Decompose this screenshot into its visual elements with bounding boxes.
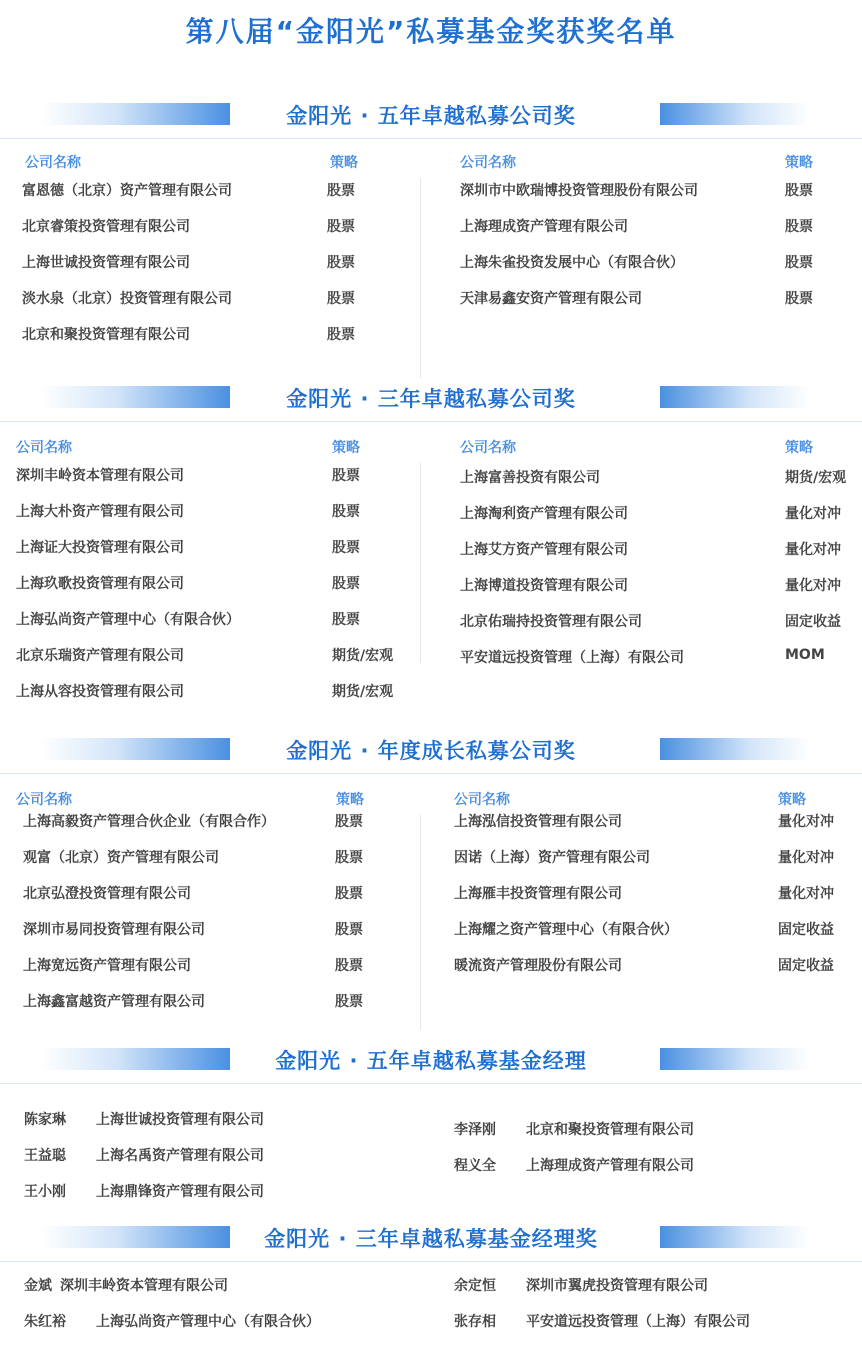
company-name: 上海宽远资产管理有限公司 (23, 958, 191, 974)
section-title: 金阳光 · 三年卓越私募基金经理奖 (264, 1227, 598, 1251)
col-header-name: 公司名称 (460, 155, 516, 171)
company-section-0 (0, 100, 862, 343)
strategy: 期货/宏观 (785, 470, 847, 486)
strategy: 股票 (332, 612, 360, 628)
manager-name: 朱红裕 (24, 1314, 66, 1330)
manager-company: 上海世诚投资管理有限公司 (96, 1112, 264, 1128)
section-header (0, 383, 862, 417)
strategy: 量化对冲 (778, 886, 834, 902)
company-name: 因诺（上海）资产管理有限公司 (454, 850, 650, 866)
section-divider (0, 773, 862, 774)
section-title: 金阳光 · 年度成长私募公司奖 (286, 739, 576, 763)
section-divider (0, 138, 862, 139)
section-divider (0, 1261, 862, 1262)
col-header-strategy: 策略 (778, 792, 806, 808)
strategy: 期货/宏观 (332, 684, 394, 700)
company-section-2 (0, 735, 862, 1010)
section-divider (0, 1083, 862, 1084)
strategy: 股票 (327, 219, 355, 235)
manager-name: 程义全 (454, 1158, 496, 1174)
strategy: 股票 (332, 504, 360, 520)
column-divider (420, 178, 421, 378)
strategy: 量化对冲 (785, 542, 841, 558)
company-name: 富恩德（北京）资产管理有限公司 (22, 183, 232, 199)
manager-company: 深圳丰岭资本管理有限公司 (60, 1278, 228, 1294)
company-name: 上海高毅资产管理合伙企业（有限合作） (23, 814, 275, 830)
section-title: 金阳光 · 五年卓越私募基金经理 (275, 1049, 587, 1073)
manager-name: 王益聪 (24, 1148, 66, 1164)
company-name: 上海耀之资产管理中心（有限合伙） (454, 922, 678, 938)
company-name: 淡水泉（北京）投资管理有限公司 (22, 291, 232, 307)
manager-name: 金斌 (24, 1278, 52, 1294)
company-name: 北京佑瑞持投资管理有限公司 (460, 614, 642, 630)
strategy: 量化对冲 (785, 506, 841, 522)
section-header (0, 100, 862, 134)
company-name: 上海从容投资管理有限公司 (16, 684, 184, 700)
col-header-strategy: 策略 (785, 155, 813, 171)
company-name: 上海博道投资管理有限公司 (460, 578, 628, 594)
company-name: 上海证大投资管理有限公司 (16, 540, 184, 556)
col-header-name: 公司名称 (25, 155, 81, 171)
manager-company: 深圳市翼虎投资管理有限公司 (526, 1278, 708, 1294)
company-name: 上海大朴资产管理有限公司 (16, 504, 184, 520)
section-header (0, 735, 862, 769)
column-divider (420, 463, 421, 663)
strategy: 股票 (335, 886, 363, 902)
company-name: 天津易鑫安资产管理有限公司 (460, 291, 642, 307)
company-name: 上海朱雀投资发展中心（有限合伙） (460, 255, 684, 271)
manager-name: 李泽刚 (454, 1122, 496, 1138)
strategy: 股票 (332, 540, 360, 556)
col-header-strategy: 策略 (332, 440, 360, 456)
manager-name: 张存相 (454, 1314, 496, 1330)
strategy: 股票 (332, 576, 360, 592)
company-name: 上海玖歌投资管理有限公司 (16, 576, 184, 592)
manager-name: 王小刚 (24, 1184, 66, 1200)
strategy: 股票 (327, 291, 355, 307)
company-name: 上海鑫富越资产管理有限公司 (23, 994, 205, 1010)
company-name: 暖流资产管理股份有限公司 (454, 958, 622, 974)
strategy: 股票 (785, 291, 813, 307)
strategy: 股票 (327, 327, 355, 343)
strategy: 股票 (335, 814, 363, 830)
company-name: 北京弘澄投资管理有限公司 (23, 886, 191, 902)
col-header-name: 公司名称 (454, 792, 510, 808)
section-header (0, 1045, 862, 1079)
company-name: 深圳市中欧瑞博投资管理股份有限公司 (460, 183, 698, 199)
manager-company: 上海鼎锋资产管理有限公司 (96, 1184, 264, 1200)
col-header-name: 公司名称 (16, 440, 72, 456)
company-name: 深圳市易同投资管理有限公司 (23, 922, 205, 938)
section-divider (0, 421, 862, 422)
strategy: 固定收益 (785, 614, 841, 630)
company-name: 观富（北京）资产管理有限公司 (23, 850, 219, 866)
page-title: 第八届“金阳光”私募基金奖获奖名单 (185, 15, 677, 48)
manager-name: 陈家琳 (24, 1112, 66, 1128)
company-name: 上海世诚投资管理有限公司 (22, 255, 190, 271)
manager-company: 上海理成资产管理有限公司 (526, 1158, 694, 1174)
company-name: 上海理成资产管理有限公司 (460, 219, 628, 235)
manager-company: 上海名禹资产管理有限公司 (96, 1148, 264, 1164)
strategy: 股票 (335, 994, 363, 1010)
company-name: 上海艾方资产管理有限公司 (460, 542, 628, 558)
company-name: 北京乐瑞资产管理有限公司 (16, 648, 184, 664)
section-title: 金阳光 · 三年卓越私募公司奖 (286, 387, 576, 411)
company-name: 北京和聚投资管理有限公司 (22, 327, 190, 343)
strategy: 股票 (332, 468, 360, 484)
company-name: 上海雁丰投资管理有限公司 (454, 886, 622, 902)
manager-name: 余定恒 (454, 1278, 496, 1294)
manager-section-0 (0, 1045, 862, 1200)
manager-company: 上海弘尚资产管理中心（有限合伙） (96, 1314, 320, 1330)
col-header-strategy: 策略 (785, 440, 813, 456)
col-header-strategy: 策略 (336, 792, 364, 808)
strategy: 股票 (785, 183, 813, 199)
col-header-name: 公司名称 (460, 440, 516, 456)
strategy: 股票 (785, 219, 813, 235)
company-name: 上海淘利资产管理有限公司 (460, 506, 628, 522)
company-name: 深圳丰岭资本管理有限公司 (16, 468, 184, 484)
column-divider (420, 815, 421, 1030)
strategy: 期货/宏观 (332, 648, 394, 664)
strategy: 量化对冲 (778, 814, 834, 830)
company-name: 上海弘尚资产管理中心（有限合伙） (16, 612, 240, 628)
strategy: 固定收益 (778, 922, 834, 938)
strategy: MOM (785, 647, 825, 663)
strategy: 股票 (327, 255, 355, 271)
company-name: 平安道远投资管理（上海）有限公司 (460, 650, 684, 666)
strategy: 量化对冲 (778, 850, 834, 866)
manager-company: 平安道远投资管理（上海）有限公司 (526, 1314, 750, 1330)
section-title: 金阳光 · 五年卓越私募公司奖 (286, 104, 576, 128)
col-header-strategy: 策略 (330, 155, 358, 171)
strategy: 股票 (335, 958, 363, 974)
manager-company: 北京和聚投资管理有限公司 (526, 1122, 694, 1138)
company-name: 上海富善投资有限公司 (460, 470, 600, 486)
company-name: 上海泓信投资管理有限公司 (454, 814, 622, 830)
company-section-1 (0, 383, 862, 700)
strategy: 股票 (327, 183, 355, 199)
strategy: 股票 (335, 922, 363, 938)
strategy: 股票 (785, 255, 813, 271)
strategy: 固定收益 (778, 958, 834, 974)
section-header (0, 1223, 862, 1257)
manager-section-1 (0, 1223, 862, 1330)
strategy: 股票 (335, 850, 363, 866)
strategy: 量化对冲 (785, 578, 841, 594)
company-name: 北京睿策投资管理有限公司 (22, 219, 190, 235)
col-header-name: 公司名称 (16, 792, 72, 808)
